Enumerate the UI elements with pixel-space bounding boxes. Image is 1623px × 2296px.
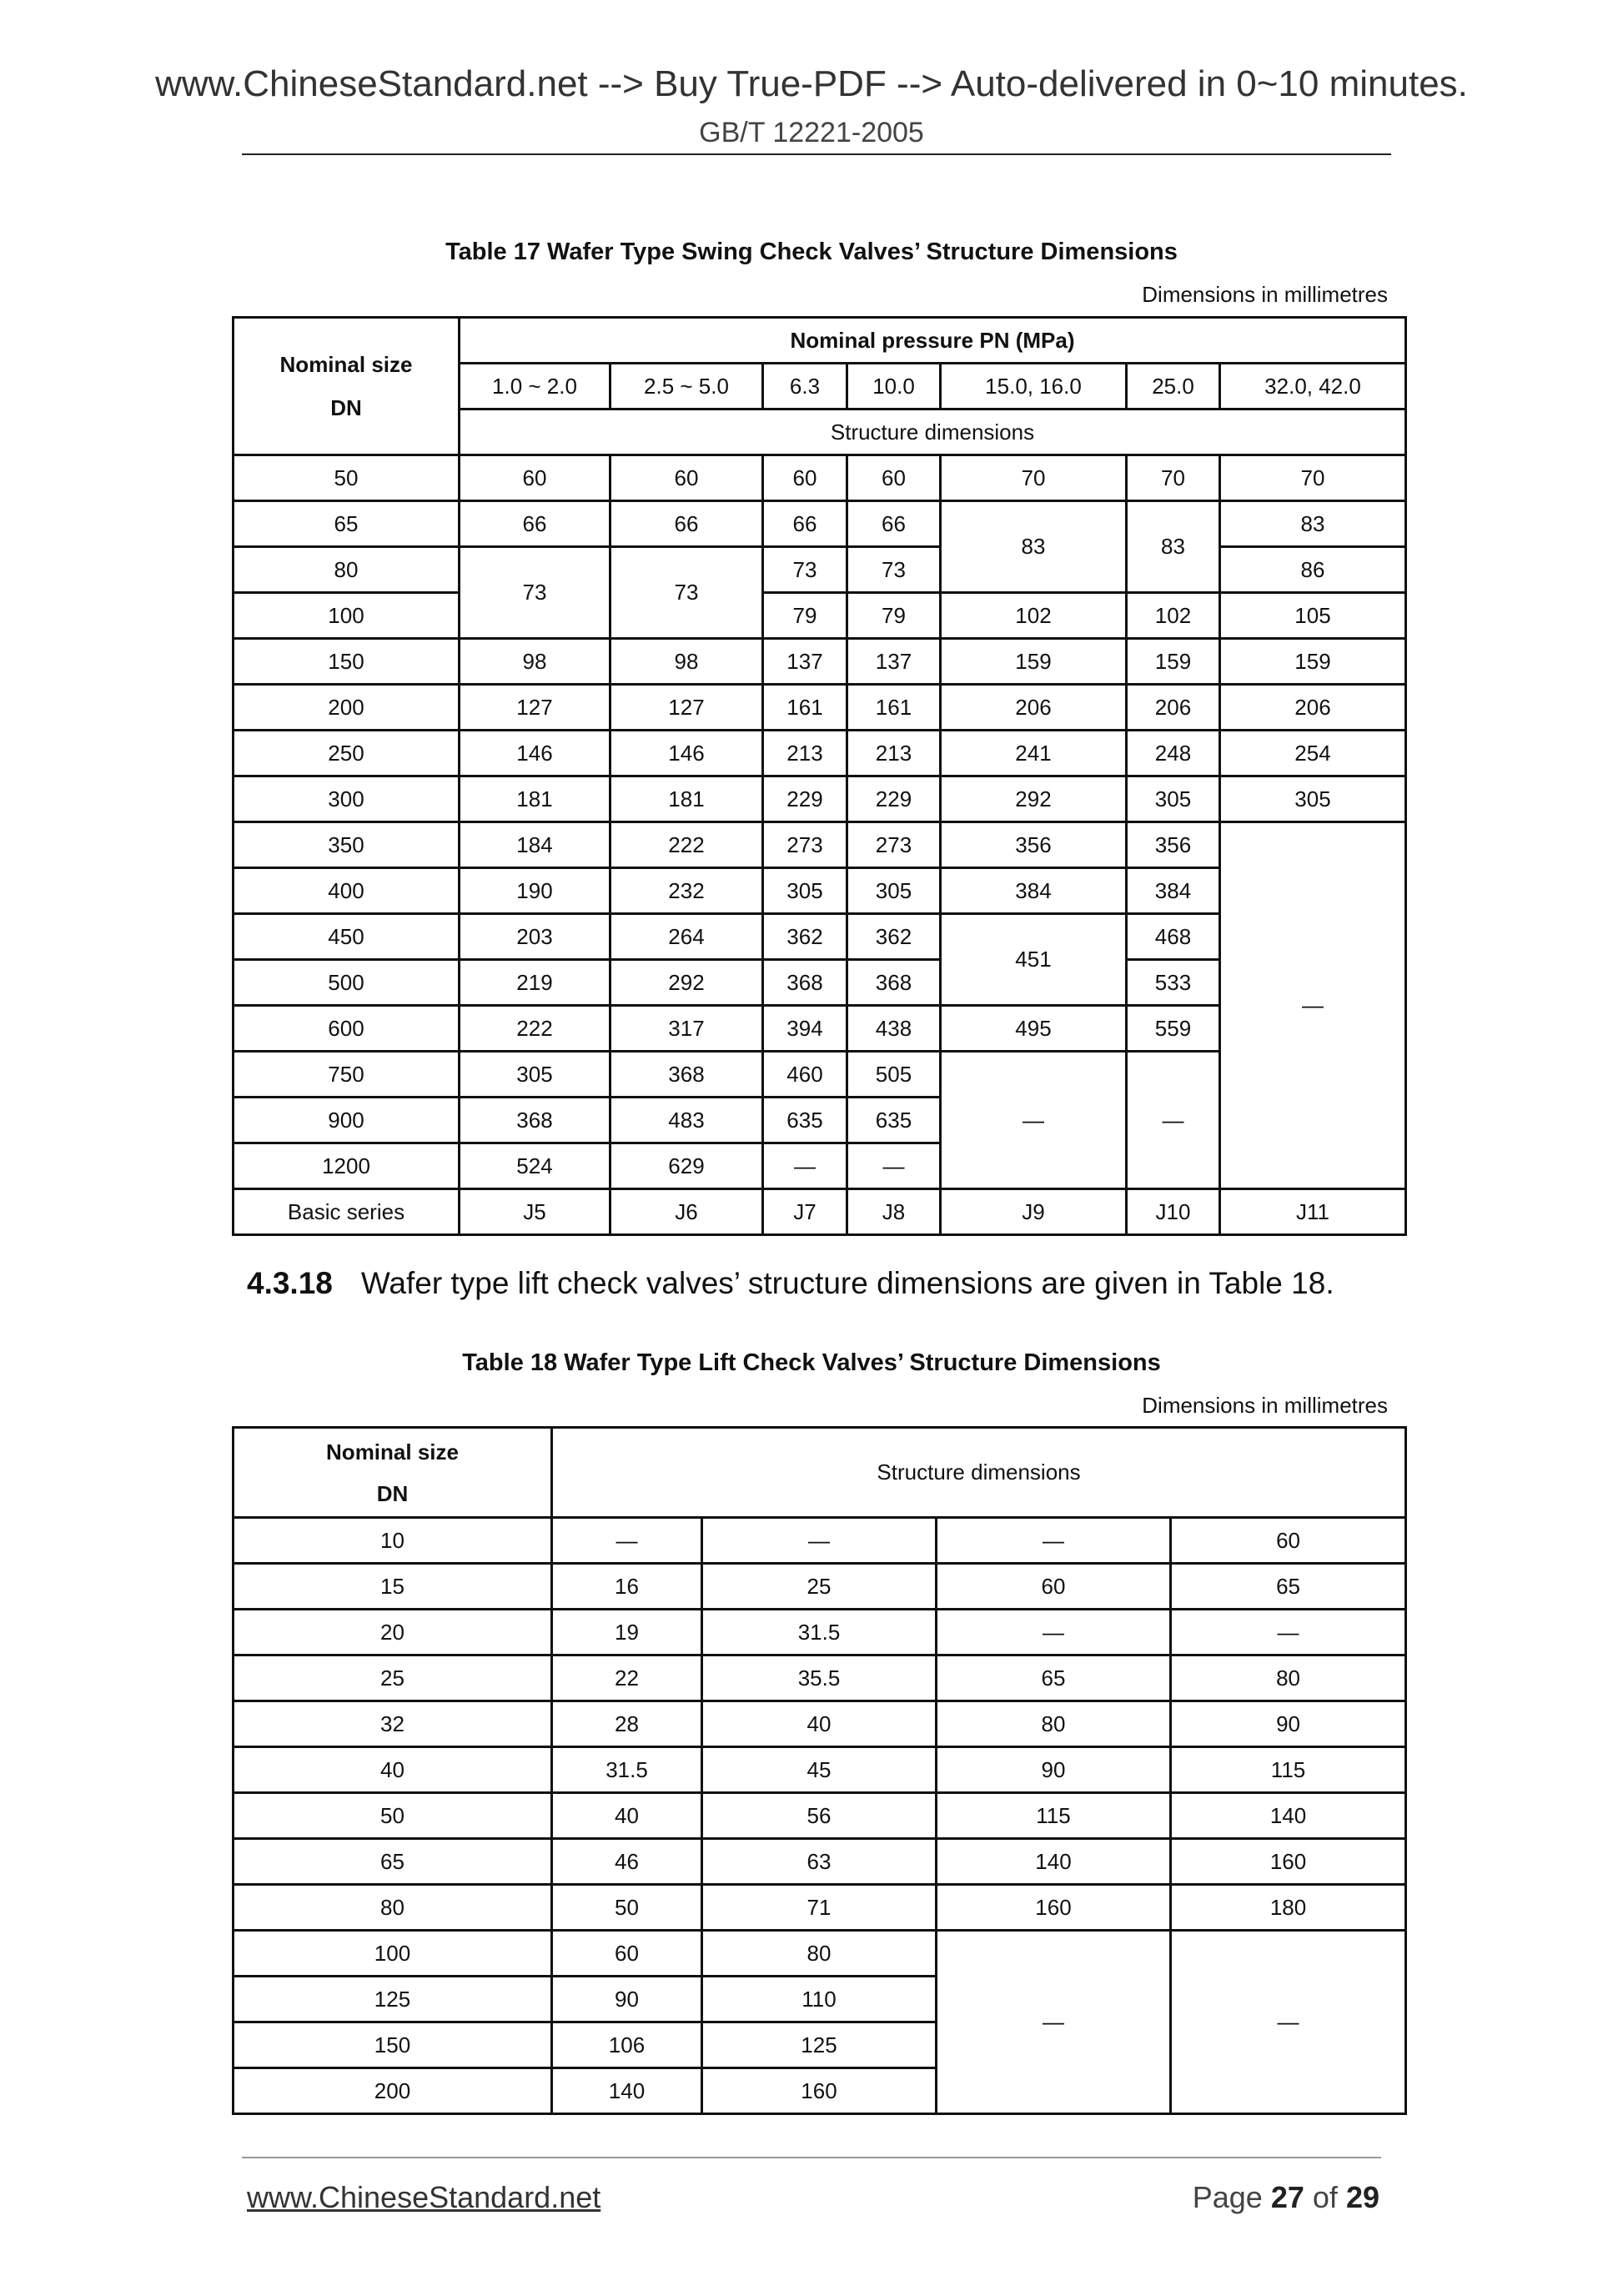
table-row	[234, 822, 1406, 868]
value-cell: 22	[552, 1655, 702, 1701]
value-cell: 356	[1127, 822, 1220, 868]
table17	[232, 316, 1407, 1236]
value-cell: 73	[611, 547, 763, 639]
table-row	[234, 593, 1406, 639]
of-word: of	[1312, 2180, 1338, 2214]
dn-cell: 1200	[234, 1143, 460, 1189]
table-row	[234, 639, 1406, 685]
value-cell: 83	[1220, 501, 1406, 547]
series-cell: J10	[1127, 1189, 1220, 1235]
value-cell: 264	[611, 914, 763, 960]
pressure-header: Nominal pressure PN (MPa)	[460, 318, 1406, 364]
value-cell: —	[847, 1143, 941, 1189]
value-cell: 505	[847, 1052, 941, 1098]
value-cell: —	[763, 1143, 847, 1189]
dn-cell: 250	[234, 731, 460, 776]
table-row	[234, 501, 1406, 547]
value-cell: 73	[460, 547, 611, 639]
value-cell: 106	[552, 2022, 702, 2068]
table-row	[234, 1701, 1406, 1747]
value-cell: —	[937, 1610, 1171, 1655]
value-cell: 137	[763, 639, 847, 685]
pressure-col: 25.0	[1127, 364, 1220, 409]
value-cell: 28	[552, 1701, 702, 1747]
value-cell: 273	[847, 822, 941, 868]
basic-series-row	[234, 1189, 1406, 1235]
dn-cell: 80	[234, 547, 460, 593]
dn-cell: 150	[234, 2022, 552, 2068]
dn-cell: 200	[234, 2068, 552, 2114]
value-cell: 102	[941, 593, 1127, 639]
value-cell: 50	[552, 1885, 702, 1931]
header-title: www.ChineseStandard.net --> Buy True-PDF --> Auto-delivered in 0~10 minutes.	[155, 63, 1468, 104]
value-cell: 273	[763, 822, 847, 868]
series-cell: J8	[847, 1189, 941, 1235]
value-cell: 86	[1220, 547, 1406, 593]
value-cell: 368	[611, 1052, 763, 1098]
table18-nominal-size-header	[234, 1428, 552, 1518]
value-cell: 65	[1171, 1564, 1406, 1610]
dn-cell: 10	[234, 1518, 552, 1564]
value-cell: 140	[937, 1839, 1171, 1885]
value-cell: 305	[1127, 776, 1220, 822]
value-cell: 232	[611, 868, 763, 914]
value-cell: 83	[1127, 501, 1220, 593]
value-cell: 190	[460, 868, 611, 914]
value-cell: 159	[1127, 639, 1220, 685]
dn-cell: 15	[234, 1564, 552, 1610]
table18-units: Dimensions in millimetres	[1142, 1393, 1388, 1418]
table-row	[234, 1931, 1406, 1977]
table-row	[234, 1564, 1406, 1610]
table-row	[234, 1655, 1406, 1701]
table-row	[234, 685, 1406, 731]
dn-cell: 350	[234, 822, 460, 868]
value-cell: 140	[1171, 1793, 1406, 1839]
page-total: 29	[1345, 2180, 1379, 2214]
value-cell: 90	[937, 1747, 1171, 1793]
nominal-size-label: Nominal size	[326, 1439, 459, 1465]
value-cell: 533	[1127, 960, 1220, 1006]
value-cell: —	[702, 1518, 937, 1564]
table17-caption: Table 17 Wafer Type Swing Check Valves’ Structure Dimensions	[445, 239, 1178, 265]
dn-cell: 100	[234, 1931, 552, 1977]
value-cell: 229	[847, 776, 941, 822]
value-cell: 45	[702, 1747, 937, 1793]
dn-cell: 40	[234, 1747, 552, 1793]
value-cell: 80	[1171, 1655, 1406, 1701]
value-cell: 125	[702, 2022, 937, 2068]
value-cell: 71	[702, 1885, 937, 1931]
value-cell: 102	[1127, 593, 1220, 639]
pressure-col: 1.0 ~ 2.0	[460, 364, 611, 409]
value-cell: 384	[941, 868, 1127, 914]
value-cell: 241	[941, 731, 1127, 776]
dn-cell: 65	[234, 1839, 552, 1885]
pressure-col: 15.0, 16.0	[941, 364, 1127, 409]
value-cell: 362	[763, 914, 847, 960]
value-cell: 98	[611, 639, 763, 685]
page-indicator	[1193, 2180, 1379, 2215]
series-cell: J11	[1220, 1189, 1406, 1235]
value-cell: 305	[1220, 776, 1406, 822]
value-cell: 66	[460, 501, 611, 547]
value-cell: 254	[1220, 731, 1406, 776]
value-cell: 483	[611, 1098, 763, 1143]
standard-number: GB/T 12221-2005	[699, 117, 924, 148]
value-cell: 160	[702, 2068, 937, 2114]
value-cell: 40	[702, 1701, 937, 1747]
value-cell: —	[1220, 822, 1406, 1189]
table-row	[234, 1610, 1406, 1655]
value-cell: —	[937, 1518, 1171, 1564]
value-cell: 206	[941, 685, 1127, 731]
value-cell: 384	[1127, 868, 1220, 914]
table-row	[234, 1839, 1406, 1885]
dn-cell: 65	[234, 501, 460, 547]
value-cell: 90	[552, 1977, 702, 2022]
table18-caption: Table 18 Wafer Type Lift Check Valves’ Structure Dimensions	[462, 1349, 1161, 1376]
value-cell: 66	[847, 501, 941, 547]
value-cell: 222	[611, 822, 763, 868]
value-cell: 79	[847, 593, 941, 639]
dn-cell: 80	[234, 1885, 552, 1931]
value-cell: 635	[763, 1098, 847, 1143]
value-cell: 629	[611, 1143, 763, 1189]
value-cell: 25	[702, 1564, 937, 1610]
value-cell: 137	[847, 639, 941, 685]
value-cell: —	[1171, 1610, 1406, 1655]
value-cell: 394	[763, 1006, 847, 1052]
value-cell: 317	[611, 1006, 763, 1052]
value-cell: 159	[941, 639, 1127, 685]
table-row	[234, 1747, 1406, 1793]
value-cell: —	[552, 1518, 702, 1564]
pressure-col: 32.0, 42.0	[1220, 364, 1406, 409]
table17-nominal-size-header	[234, 318, 460, 455]
dn-cell: 200	[234, 685, 460, 731]
value-cell: 60	[611, 455, 763, 501]
dn-cell: 50	[234, 1793, 552, 1839]
value-cell: 115	[1171, 1747, 1406, 1793]
value-cell: 292	[941, 776, 1127, 822]
nominal-size-label: Nominal size	[279, 352, 413, 377]
value-cell: 222	[460, 1006, 611, 1052]
value-cell: —	[941, 1052, 1127, 1189]
value-cell: 468	[1127, 914, 1220, 960]
value-cell: 79	[763, 593, 847, 639]
value-cell: 161	[847, 685, 941, 731]
value-cell: 146	[460, 731, 611, 776]
value-cell: 66	[611, 501, 763, 547]
value-cell: 460	[763, 1052, 847, 1098]
dn-cell: 900	[234, 1098, 460, 1143]
value-cell: 19	[552, 1610, 702, 1655]
value-cell: 90	[1171, 1701, 1406, 1747]
dn-label: DN	[330, 395, 362, 420]
value-cell: 80	[702, 1931, 937, 1977]
series-cell: J9	[941, 1189, 1127, 1235]
table-row	[234, 776, 1406, 822]
dn-cell: 25	[234, 1655, 552, 1701]
dn-cell: 500	[234, 960, 460, 1006]
value-cell: 46	[552, 1839, 702, 1885]
table-row	[234, 547, 1406, 593]
value-cell: 80	[937, 1701, 1171, 1747]
value-cell: 66	[763, 501, 847, 547]
value-cell: 60	[1171, 1518, 1406, 1564]
value-cell: 181	[611, 776, 763, 822]
section-paragraph	[247, 1266, 1334, 1301]
value-cell: 368	[847, 960, 941, 1006]
value-cell: 110	[702, 1977, 937, 2022]
pressure-col: 6.3	[763, 364, 847, 409]
value-cell: 60	[763, 455, 847, 501]
value-cell: 60	[937, 1564, 1171, 1610]
value-cell: 60	[552, 1931, 702, 1977]
dn-cell: 125	[234, 1977, 552, 2022]
value-cell: 635	[847, 1098, 941, 1143]
value-cell: 203	[460, 914, 611, 960]
value-cell: —	[1171, 1931, 1406, 2114]
value-cell: 56	[702, 1793, 937, 1839]
header-divider	[242, 153, 1391, 155]
value-cell: 229	[763, 776, 847, 822]
value-cell: 115	[937, 1793, 1171, 1839]
value-cell: 146	[611, 731, 763, 776]
table-row	[234, 455, 1406, 501]
value-cell: 105	[1220, 593, 1406, 639]
value-cell: 305	[460, 1052, 611, 1098]
value-cell: 368	[763, 960, 847, 1006]
value-cell: 98	[460, 639, 611, 685]
value-cell: 63	[702, 1839, 937, 1885]
value-cell: 35.5	[702, 1655, 937, 1701]
value-cell: 70	[1127, 455, 1220, 501]
value-cell: 305	[847, 868, 941, 914]
table-row	[234, 731, 1406, 776]
value-cell: 40	[552, 1793, 702, 1839]
value-cell: 180	[1171, 1885, 1406, 1931]
series-cell: J5	[460, 1189, 611, 1235]
footer-site-link[interactable]: www.ChineseStandard.net	[247, 2180, 601, 2214]
dn-cell: 450	[234, 914, 460, 960]
footer-divider	[242, 2157, 1381, 2158]
value-cell: 292	[611, 960, 763, 1006]
value-cell: 213	[847, 731, 941, 776]
value-cell: 83	[941, 501, 1127, 593]
table-row	[234, 1518, 1406, 1564]
dn-cell: 150	[234, 639, 460, 685]
value-cell: 362	[847, 914, 941, 960]
structure-dimensions-label: Structure dimensions	[460, 409, 1406, 455]
value-cell: 70	[941, 455, 1127, 501]
basic-series-label: Basic series	[234, 1189, 460, 1235]
dn-cell: 600	[234, 1006, 460, 1052]
value-cell: 65	[937, 1655, 1171, 1701]
value-cell: 31.5	[702, 1610, 937, 1655]
value-cell: 219	[460, 960, 611, 1006]
value-cell: 127	[611, 685, 763, 731]
value-cell: 181	[460, 776, 611, 822]
value-cell: 206	[1127, 685, 1220, 731]
series-cell: J6	[611, 1189, 763, 1235]
value-cell: 368	[460, 1098, 611, 1143]
value-cell: —	[937, 1931, 1171, 2114]
value-cell: 73	[847, 547, 941, 593]
section-number: 4.3.18	[247, 1266, 333, 1300]
page-word: Page	[1192, 2180, 1263, 2214]
value-cell: 213	[763, 731, 847, 776]
value-cell: 73	[763, 547, 847, 593]
value-cell: 559	[1127, 1006, 1220, 1052]
dn-cell: 50	[234, 455, 460, 501]
dn-cell: 300	[234, 776, 460, 822]
table-row	[234, 1793, 1406, 1839]
value-cell: 451	[941, 914, 1127, 1006]
value-cell: 159	[1220, 639, 1406, 685]
value-cell: 524	[460, 1143, 611, 1189]
dn-label: DN	[376, 1480, 409, 1506]
value-cell: —	[1127, 1052, 1220, 1189]
dn-cell: 32	[234, 1701, 552, 1747]
value-cell: 127	[460, 685, 611, 731]
table17-units: Dimensions in millimetres	[1142, 282, 1388, 307]
value-cell: 305	[763, 868, 847, 914]
value-cell: 31.5	[552, 1747, 702, 1793]
table-row	[234, 1885, 1406, 1931]
value-cell: 16	[552, 1564, 702, 1610]
dn-cell: 100	[234, 593, 460, 639]
table18	[232, 1426, 1407, 2115]
dn-cell: 750	[234, 1052, 460, 1098]
value-cell: 60	[847, 455, 941, 501]
page-number: 27	[1270, 2180, 1304, 2214]
dn-cell: 20	[234, 1610, 552, 1655]
section-text: Wafer type lift check valves’ structure dimensions are given in Table 18.	[360, 1266, 1334, 1300]
value-cell: 140	[552, 2068, 702, 2114]
value-cell: 495	[941, 1006, 1127, 1052]
value-cell: 184	[460, 822, 611, 868]
value-cell: 60	[460, 455, 611, 501]
value-cell: 161	[763, 685, 847, 731]
value-cell: 206	[1220, 685, 1406, 731]
value-cell: 356	[941, 822, 1127, 868]
structure-dimensions-label: Structure dimensions	[552, 1428, 1406, 1518]
value-cell: 248	[1127, 731, 1220, 776]
value-cell: 438	[847, 1006, 941, 1052]
dn-cell: 400	[234, 868, 460, 914]
value-cell: 160	[1171, 1839, 1406, 1885]
value-cell: 160	[937, 1885, 1171, 1931]
series-cell: J7	[763, 1189, 847, 1235]
value-cell: 70	[1220, 455, 1406, 501]
pressure-col: 10.0	[847, 364, 941, 409]
pressure-col: 2.5 ~ 5.0	[611, 364, 763, 409]
